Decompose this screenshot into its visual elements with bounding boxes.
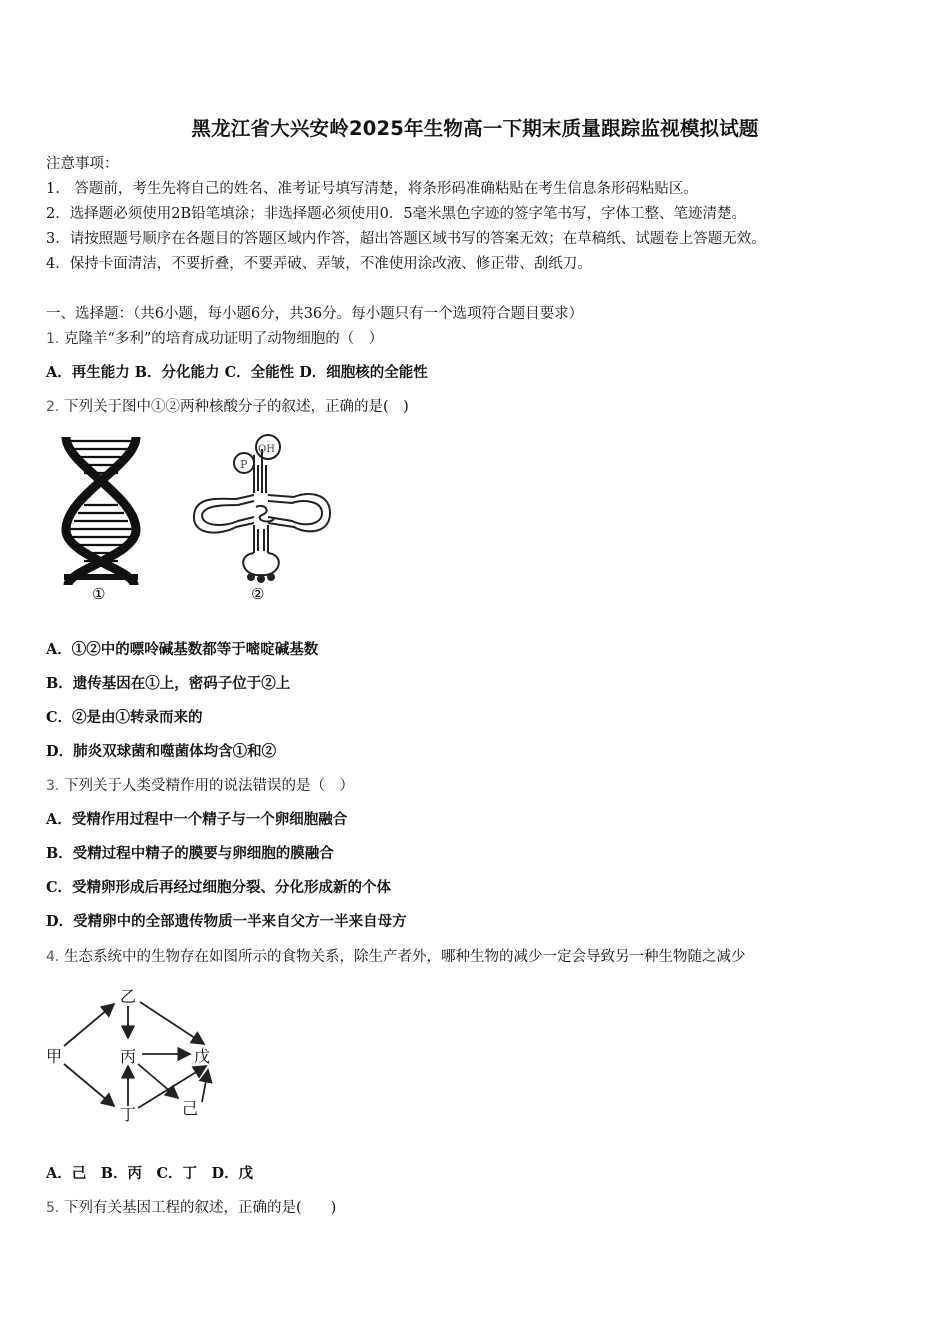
nucleic-acid-figure — [46, 425, 346, 610]
page-title: 黑龙江省大兴安岭2025年生物高一下期末质量跟踪监视模拟试题 — [191, 117, 759, 140]
question-stem: 下列有关基因工程的叙述，正确的是( ) — [63, 1200, 337, 1216]
figure-label-1: ① — [92, 585, 106, 603]
question-3-option-b: B．受精过程中精子的膜要与卵细胞的膜融合 — [46, 845, 334, 862]
question-2 — [46, 395, 409, 416]
question-1-options: A．再生能力 B．分化能力 C．全能性 D．细胞核的全能性 — [46, 364, 428, 381]
question-3 — [46, 774, 354, 795]
question-number: 4. — [46, 949, 60, 965]
question-stem: 下列关于人类受精作用的说法错误的是（ ） — [63, 778, 354, 794]
question-3-option-c: C．受精卵形成后再经过细胞分裂、分化形成新的个体 — [46, 879, 392, 896]
notice-item-3: 3．请按照题号顺序在各题目的答题区域内作答，超出答题区域书写的答案无效；在草稿纸、试题卷上答题无效。 — [46, 231, 766, 247]
dna-double-helix-diagram — [64, 437, 138, 585]
question-stem: 克隆羊“多利”的培育成功证明了动物细胞的（ ） — [63, 331, 384, 347]
notice-item-2: 2．选择题必须使用2B铅笔填涂；非选择题必须使用0．5毫米黑色字迹的签字笔书写，字体工整、笔迹清楚。 — [46, 206, 747, 222]
question-3-option-a: A．受精作用过程中一个精子与一个卵细胞融合 — [46, 811, 348, 828]
question-2-option-b: B．遗传基因在①上，密码子位于②上 — [46, 675, 291, 692]
hydroxyl-label: OH — [258, 444, 275, 455]
question-number: 2. — [46, 399, 60, 415]
figure-label-2: ② — [251, 585, 265, 603]
question-stem: 生态系统中的生物存在如图所示的食物关系，除生产者外，哪种生物的减少一定会导致另一种生物随之减少 — [63, 949, 746, 965]
question-2-option-a: A．①②中的嘌呤碱基数都等于嘧啶碱基数 — [46, 641, 319, 658]
node-jia: 甲 — [46, 1047, 63, 1066]
question-number: 5. — [46, 1200, 60, 1216]
question-2-option-d: D．肺炎双球菌和噬菌体均含①和② — [46, 743, 277, 760]
question-3-option-d: D．受精卵中的全部遗传物质一半来自父方一半来自母方 — [46, 913, 407, 930]
section-heading: 一、选择题：（共6小题，每小题6分，共36分。每小题只有一个选项符合题目要求） — [46, 306, 584, 322]
food-web-diagram — [42, 982, 232, 1127]
question-number: 3. — [46, 778, 60, 794]
node-yi: 乙 — [120, 987, 137, 1006]
node-bing: 丙 — [120, 1047, 137, 1066]
notice-item-4: 4．保持卡面清洁，不要折叠，不要弄破、弄皱，不准使用涂改液、修正带、刮纸刀。 — [46, 256, 592, 272]
node-ji: 己 — [182, 1099, 199, 1118]
question-5 — [46, 1196, 336, 1217]
notice-heading: 注意事项： — [46, 156, 119, 172]
trna-cloverleaf-diagram — [194, 435, 330, 582]
notice-item-1: 1. 答题前，考生先将自己的姓名、准考证号填写清楚，将条形码准确粘贴在考生信息条形码粘贴区。 — [46, 181, 698, 197]
phosphate-label: P — [240, 458, 248, 471]
node-ding: 丁 — [120, 1105, 137, 1124]
question-stem: 下列关于图中①②两种核酸分子的叙述，正确的是( ) — [63, 399, 409, 415]
node-wu: 戊 — [194, 1047, 211, 1066]
question-2-option-c: C．②是由①转录而来的 — [46, 709, 203, 726]
question-number: 1. — [46, 331, 60, 347]
question-4 — [46, 945, 745, 966]
question-4-options: A．己 B．丙 C．丁 D．戊 — [46, 1165, 254, 1182]
question-1 — [46, 327, 383, 348]
